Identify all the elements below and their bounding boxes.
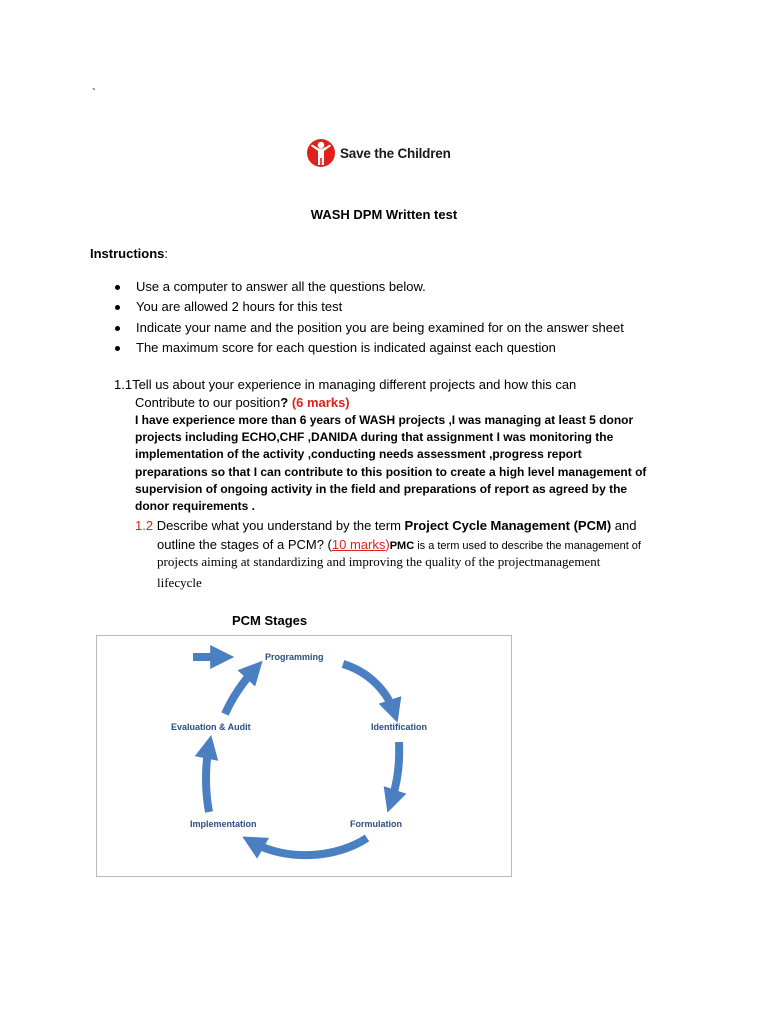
arrow-programming-identification <box>343 664 394 712</box>
stage-formulation: Formulation <box>350 819 402 829</box>
logo-text: Save the Children <box>340 145 451 161</box>
stage-identification: Identification <box>371 722 427 732</box>
page-title: WASH DPM Written test <box>310 207 458 222</box>
arrow-formulation-implementation <box>252 838 367 855</box>
answer-2-line3: lifecycle <box>157 575 202 590</box>
pcm-cycle-arrows <box>97 636 513 878</box>
answer-1: I have experience more than 6 years of WASH projects ,I was managing at least 5 donor projects including ECHO,CHF ,DANIDA during that assignment I was monitoring the implementation of the activity ,conducting needs assessment ,progress report preparations so that I can contribute to this position to create a high level management of supervision of ongoing activity in the field and preparations of report as agreed by the donor requirements . <box>135 413 647 514</box>
answer-2-line2: projects aiming at standardizing and improving the quality of the projectmanagement <box>157 554 601 569</box>
stray-mark: ` <box>92 86 96 100</box>
instructions-list <box>112 277 624 358</box>
list-item: You are allowed 2 hours for this test <box>112 297 624 317</box>
child-figure-icon <box>306 136 336 170</box>
stage-implementation: Implementation <box>190 819 257 829</box>
list-item: Indicate your name and the position you are being examined for on the answer sheet <box>112 318 624 338</box>
arrow-evaluation-programming <box>225 669 255 714</box>
stage-programming: Programming <box>265 652 324 662</box>
stage-evaluation-audit: Evaluation & Audit <box>171 722 251 732</box>
instructions-heading: Instructions: <box>90 246 169 261</box>
pcm-stages-heading: PCM Stages <box>232 613 308 628</box>
pcm-cycle-diagram <box>96 635 512 877</box>
question-1-line2: Contribute to our position? (6 marks) <box>135 395 350 410</box>
question-2-line2: outline the stages of a PCM? (10 marks)PMC is a term used to describe the management of <box>157 537 641 552</box>
question-1-line1: 1.1Tell us about your experience in managing different projects and how this can <box>114 377 577 392</box>
arrow-implementation-evaluation <box>206 746 209 812</box>
arrow-identification-formulation <box>391 742 399 802</box>
save-the-children-logo <box>306 133 466 173</box>
question-2-line1: 1.2 Describe what you understand by the term Project Cycle Management (PCM) and <box>135 518 637 533</box>
list-item: Use a computer to answer all the questions below. <box>112 277 624 297</box>
list-item: The maximum score for each question is indicated against each question <box>112 338 624 358</box>
